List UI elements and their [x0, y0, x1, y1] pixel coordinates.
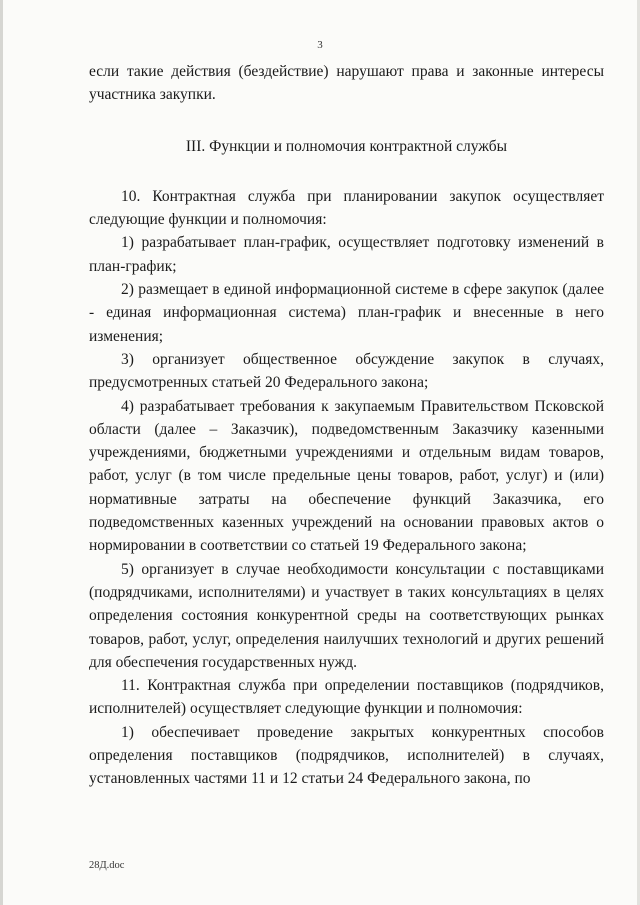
section-heading: III. Функции и полномочия контрактной службы	[185, 137, 508, 155]
paragraph-subitem-10-1: 1) разрабатывает план-график, осуществляет подготовку изменений в план-график;	[89, 234, 604, 275]
paragraph-subitem-10-3: 3) организует общественное обсуждение закупок в случаях, предусмотренных статьей 20 Федерального закона;	[89, 350, 604, 392]
document-body	[89, 60, 604, 791]
paragraph-subitem-10-4: 4) разрабатывает требования к закупаемым Правительством Псковской области (далее – Заказчик), подведомственным Заказчику казенными учреждениями, бюджетными учреждениями и отдельным видам товаров, работ, услуг (в том числе предельные цены товаров, работ, услуг) и (или) нормативные затраты на обеспечение функций Заказчика, его подведомственных казенных учреждений на основании правовых актов о нормировании в соответствии со статьей 19 Федерального закона;	[89, 397, 604, 555]
footer-filename: 28Д.doc	[89, 860, 125, 871]
paragraph-subitem-10-5: 5) организует в случае необходимости консультации с поставщиками (подрядчиками, исполнителями) и участвует в таких консультациях в целях определения состояния конкурентной среды на соответствующих рынках товаров, работ, услуг, определения наилучших технологий и других решений для обеспечения государственных нужд.	[89, 560, 604, 671]
paragraph-subitem-11-1: 1) обеспечивает проведение закрытых конкурентных способов определения поставщиков (подрядчиков, исполнителей) в случаях, установленных частями 11 и 12 статьи 24 Федерального закона, по	[89, 723, 604, 788]
paragraph-subitem-10-2: 2) размещает в единой информационной системе в сфере закупок (далее - единая информационная система) план-график и внесенные в него изменения;	[89, 281, 604, 345]
paragraph-continuation: если такие действия (бездействие) нарушают права и законные интересы участника закупки.	[89, 63, 604, 104]
scan-left-edge	[0, 0, 3, 905]
paragraph-item-11: 11. Контрактная служба при определении поставщиков (подрядчиков, исполнителей) осуществляет следующие функции и полномочия:	[89, 677, 604, 718]
paragraph-item-10: 10. Контрактная служба при планировании закупок осуществляет следующие функции и полномочия:	[89, 187, 604, 229]
page-number: 3	[317, 39, 323, 51]
